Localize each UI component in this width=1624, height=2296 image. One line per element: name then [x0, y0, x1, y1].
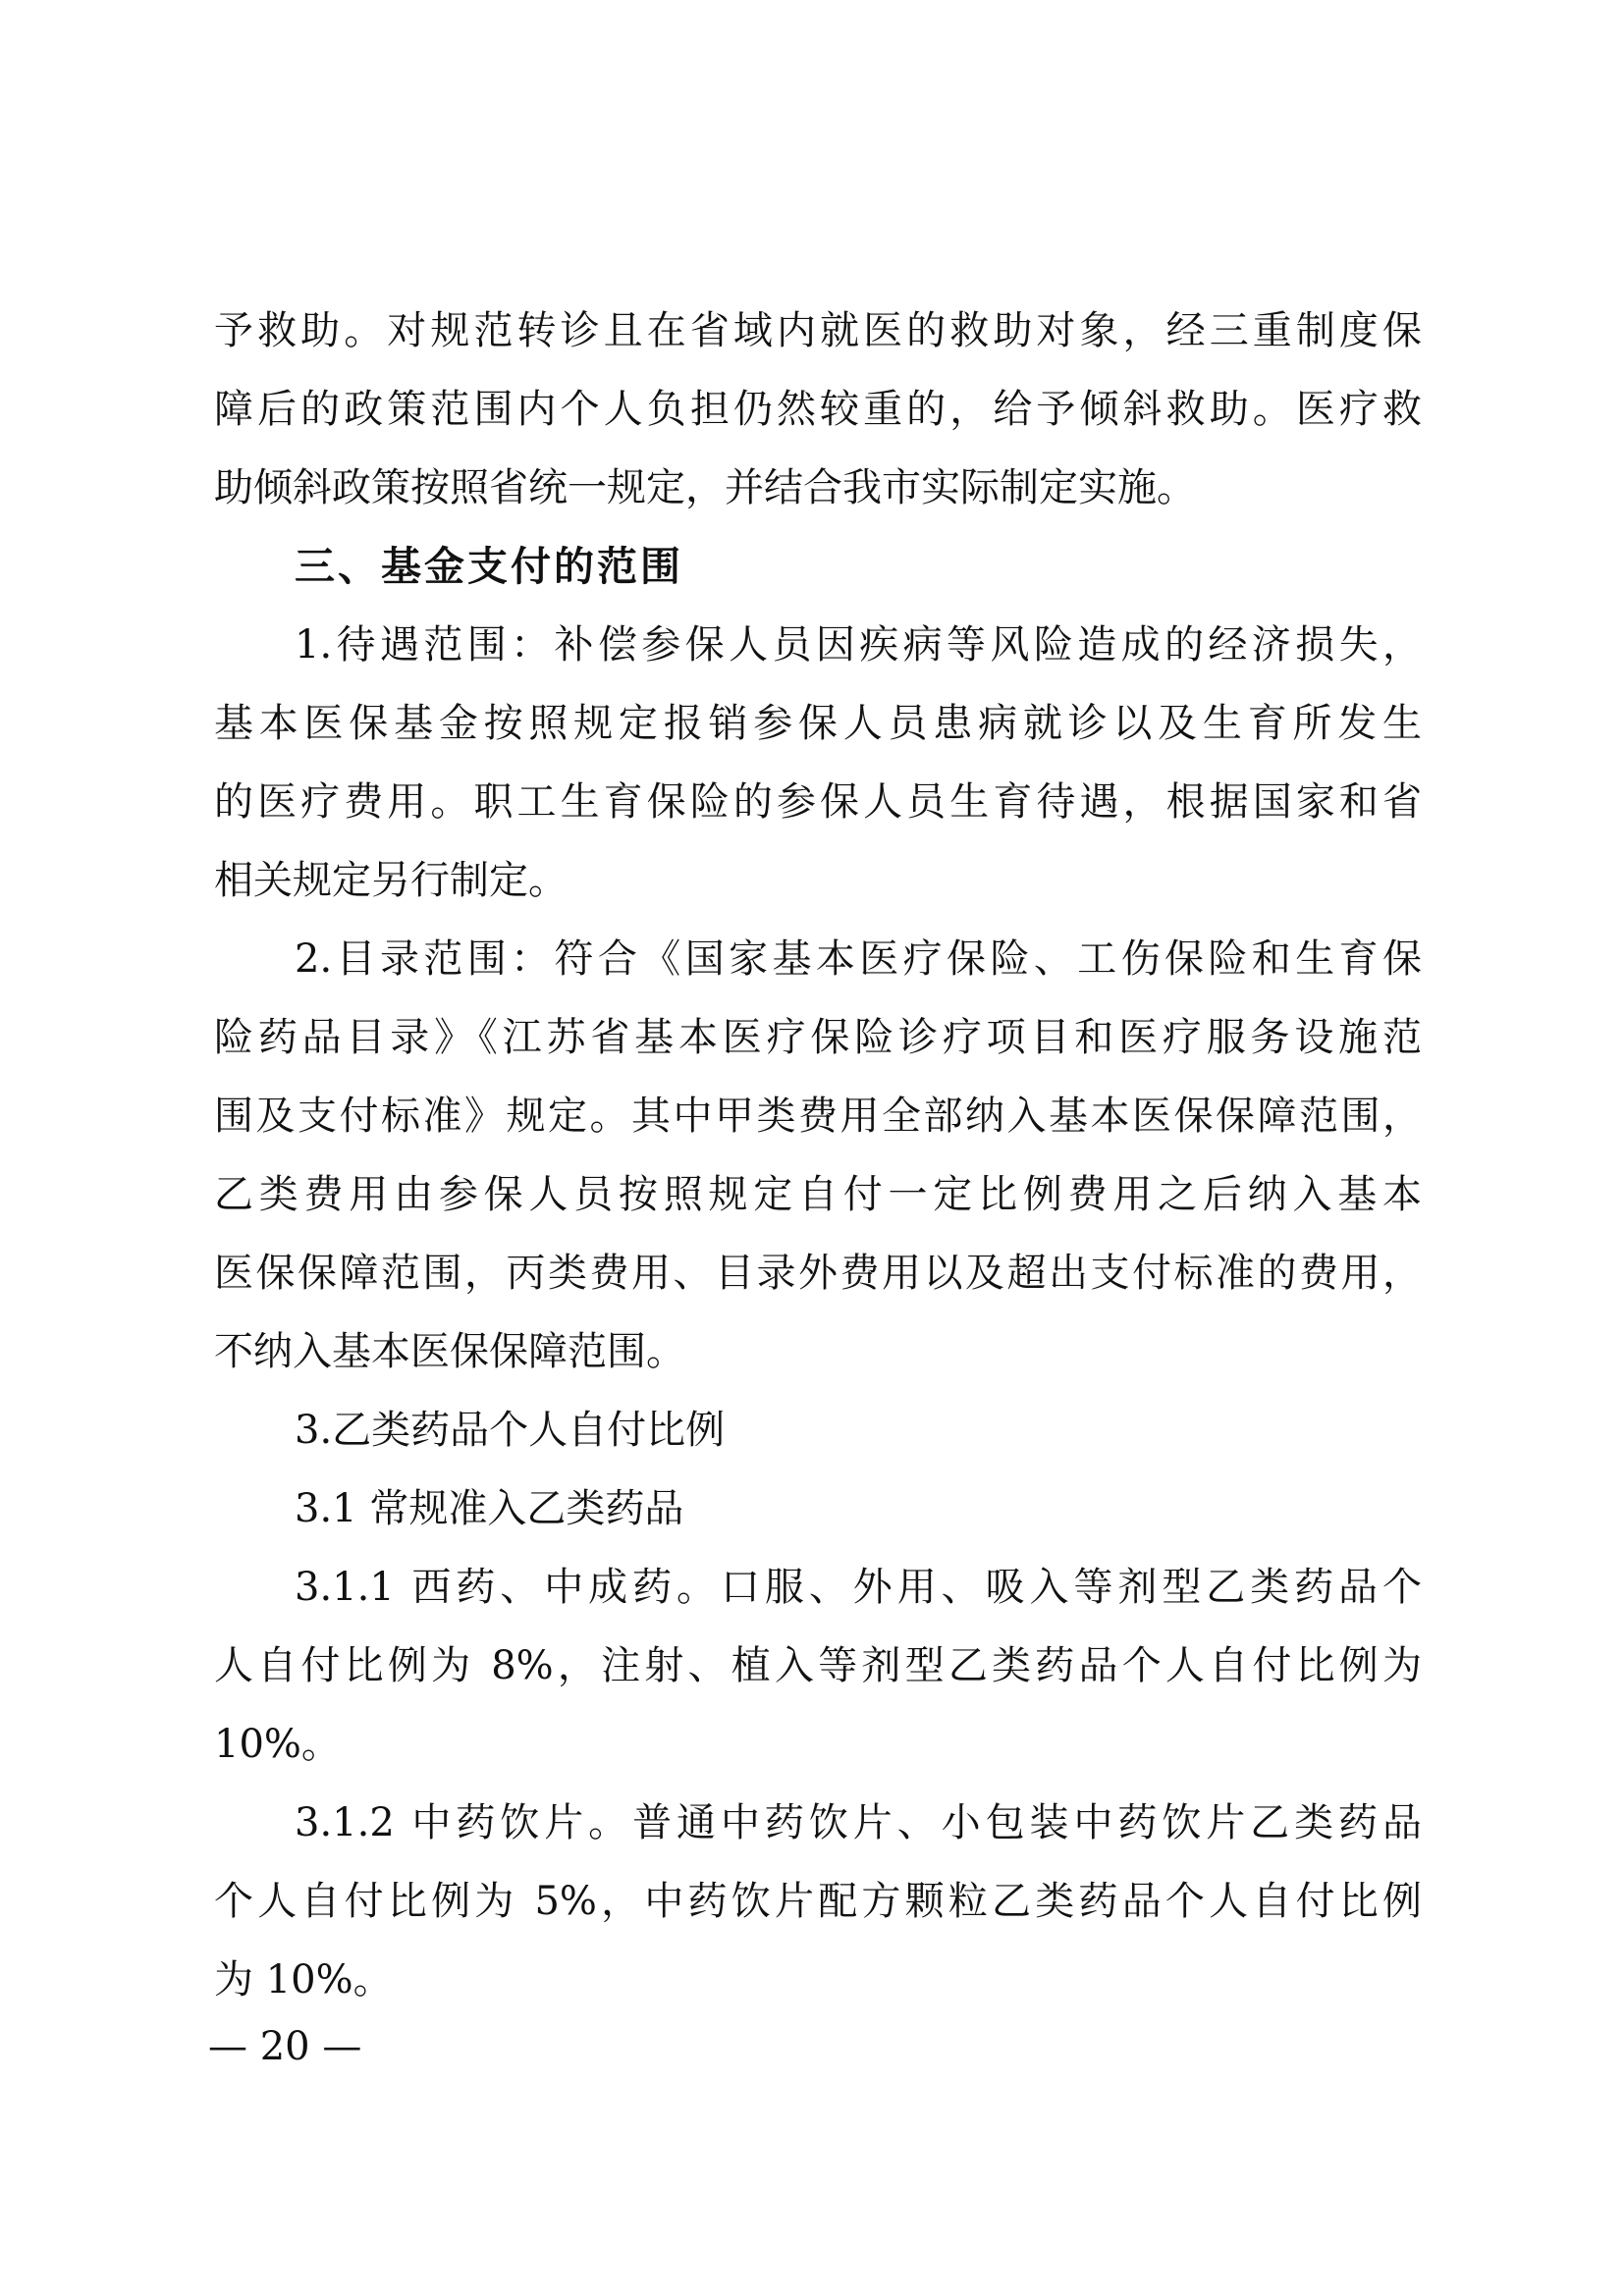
paragraph-line: 障后的政策范围内个人负担仍然较重的，给予倾斜救助。医疗救	[214, 387, 1422, 432]
subsection-title: 3.1 常规准入乙类药品	[295, 1486, 684, 1531]
paragraph-line: 3.1.2 中药饮片。普通中药饮片、小包装中药饮片乙类药品	[295, 1800, 1422, 1845]
paragraph-line: 相关规定另行制定。	[214, 858, 568, 903]
paragraph-line: 围及支付标准》规定。其中甲类费用全部纳入基本医保保障范围，	[214, 1094, 1422, 1139]
paragraph-line: 的医疗费用。职工生育保险的参保人员生育待遇，根据国家和省	[214, 779, 1422, 825]
paragraph-line: 不纳入基本医保保障范围。	[214, 1329, 685, 1374]
section-heading: 三、基金支付的范围	[295, 543, 683, 590]
paragraph-line: 基本医保基金按照规定报销参保人员患病就诊以及生育所发生	[214, 701, 1422, 746]
paragraph-line: 2.目录范围：符合《国家基本医疗保险、工伤保险和生育保	[295, 936, 1422, 982]
paragraph-line: 个人自付比例为 5%，中药饮片配方颗粒乙类药品个人自付比例	[214, 1879, 1422, 1924]
page-number: — 20 —	[208, 2024, 362, 2069]
paragraph-line: 医保保障范围，丙类费用、目录外费用以及超出支付标准的费用，	[214, 1251, 1422, 1296]
paragraph-line: 人自付比例为 8%，注射、植入等剂型乙类药品个人自付比例为	[214, 1643, 1422, 1688]
paragraph-line: 乙类费用由参保人员按照规定自付一定比例费用之后纳入基本	[214, 1172, 1422, 1217]
paragraph-line: 予救助。对规范转诊且在省域内就医的救助对象，经三重制度保	[214, 308, 1422, 353]
paragraph-line: 10%。	[214, 1722, 341, 1767]
paragraph-line: 3.1.1 西药、中成药。口服、外用、吸入等剂型乙类药品个	[295, 1565, 1422, 1610]
paragraph-line: 1.待遇范围：补偿参保人员因疾病等风险造成的经济损失，	[295, 622, 1422, 667]
paragraph-line: 助倾斜政策按照省统一规定，并结合我市实际制定实施。	[214, 465, 1196, 510]
paragraph-line: 险药品目录》《江苏省基本医疗保险诊疗项目和医疗服务设施范	[214, 1015, 1422, 1060]
subsection-title: 3.乙类药品个人自付比例	[295, 1408, 726, 1453]
paragraph-line: 为 10%。	[214, 1957, 393, 2002]
